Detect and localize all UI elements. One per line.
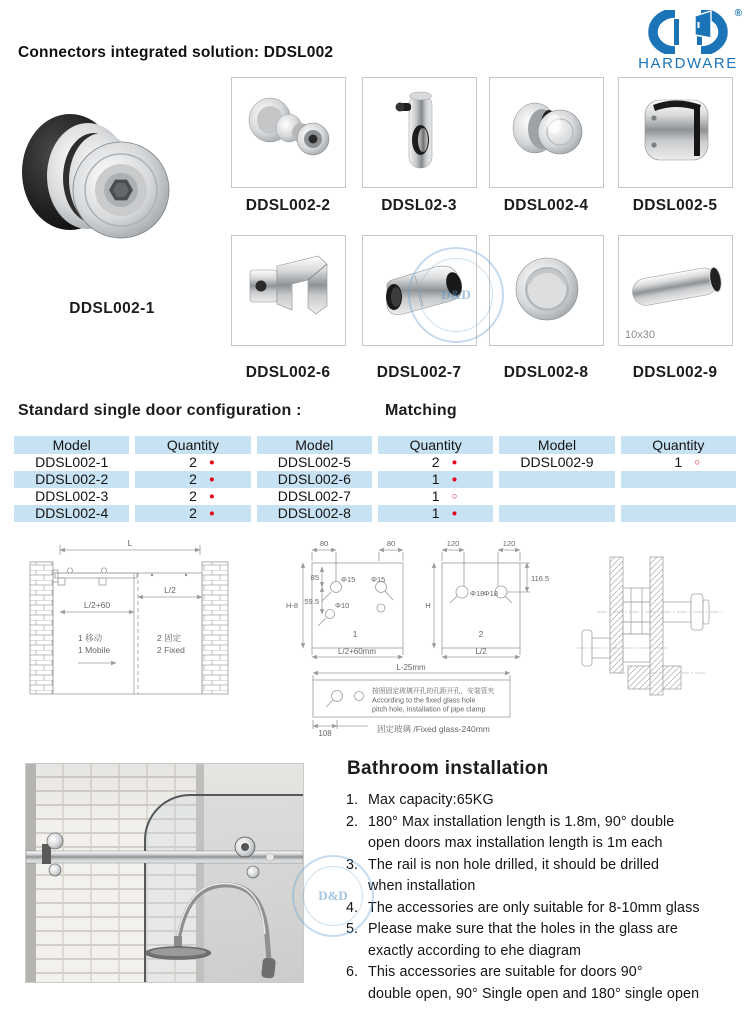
quantity-value: 2 — [431, 454, 440, 470]
table-cell-model — [499, 471, 614, 488]
col-header-quantity-1: Quantity — [135, 436, 250, 454]
svg-text:2 固定: 2 固定 — [157, 633, 182, 643]
svg-text:80: 80 — [386, 539, 396, 548]
svg-text:L/2: L/2 — [164, 585, 176, 595]
product-2-label: DDSL002-2 — [245, 197, 331, 214]
svg-text:120: 120 — [502, 539, 516, 548]
technical-diagrams — [0, 530, 750, 745]
quantity-dot: ● — [451, 474, 458, 485]
brand-logo-icon — [645, 10, 731, 54]
col-header-model-2: Model — [257, 436, 372, 454]
svg-text:According to the fixed glass h: According to the fixed glass hole — [372, 695, 476, 705]
product-1-image — [18, 92, 183, 267]
quantity-dot: ● — [208, 491, 215, 502]
table-cell-model: DDSL002-7 — [277, 488, 351, 504]
table-cell-quantity — [621, 471, 736, 488]
svg-text:1 移动: 1 移动 — [78, 633, 103, 643]
svg-text:2: 2 — [478, 629, 484, 639]
list-item — [346, 919, 748, 962]
installation-diagram — [30, 545, 228, 694]
brand-name: HARDWARE — [638, 55, 738, 72]
list-item-line: when installation — [368, 878, 476, 894]
svg-text:L: L — [127, 538, 133, 548]
quantity-value: 2 — [189, 454, 197, 470]
matching-section-title: Matching — [385, 402, 457, 419]
brand-logo — [632, 10, 744, 72]
list-item — [346, 855, 748, 898]
product-9-label: DDSL002-9 — [632, 364, 718, 381]
quantity-value: 1 — [431, 505, 440, 521]
quantity-value: 2 — [189, 488, 197, 504]
quantity-dot: ● — [451, 457, 458, 468]
table-cell-model — [499, 488, 614, 505]
table-cell-model — [499, 505, 614, 522]
quantity-value: 1 — [431, 488, 440, 504]
col-header-quantity-3: Quantity — [621, 436, 736, 454]
table-cell-quantity — [135, 505, 250, 522]
product-7-image — [363, 236, 476, 345]
quantity-value: 1 — [431, 471, 440, 487]
svg-text:59.5: 59.5 — [304, 597, 319, 606]
list-item — [346, 898, 748, 920]
svg-text:L/2+60: L/2+60 — [83, 600, 111, 610]
table-cell-quantity — [378, 454, 493, 471]
product-8-label: DDSL002-8 — [503, 364, 589, 381]
list-item-line: double open, 90° Single open and 180° single open — [368, 985, 700, 1002]
table-cell-model: DDSL002-3 — [35, 488, 109, 504]
list-item-number: 1. — [346, 792, 359, 808]
table-cell-quantity — [378, 471, 493, 488]
quantity-value: 2 — [189, 471, 197, 487]
svg-text:108: 108 — [318, 729, 332, 738]
svg-text:Φ15: Φ15 — [371, 575, 386, 584]
bathroom-photo — [25, 763, 304, 983]
list-item-line: exactly according to ehe diagram — [368, 942, 582, 959]
product-4-image — [490, 78, 603, 187]
product-2-image — [232, 78, 345, 187]
product-1-label: DDSL002-1 — [69, 300, 155, 317]
svg-text:按照固定玻璃开孔的孔距开孔，安装管夹: 按照固定玻璃开孔的孔距开孔，安装管夹 — [372, 688, 495, 695]
col-header-model-3: Model — [499, 436, 614, 454]
photo-rail-bar — [26, 851, 303, 863]
table-cell-quantity — [135, 471, 250, 488]
table-cell-quantity — [621, 454, 736, 471]
product-2-box — [231, 77, 346, 188]
brand-watermark-label: D&D — [419, 258, 493, 332]
table-cell-quantity — [621, 505, 736, 522]
table-cell-model: DDSL002-1 — [35, 454, 109, 470]
list-item-line: This accessories are suitable for doors 90° — [368, 964, 643, 980]
svg-text:pitch hole, installation of pi: pitch hole, installation of pipe clamp — [372, 704, 486, 714]
quantity-dot: ○ — [694, 457, 701, 468]
svg-text:Φ18: Φ18 — [483, 589, 498, 598]
bathroom-notes-list — [346, 790, 748, 1005]
list-item-line: The rail is non hole drilled, it should be drilled — [368, 856, 660, 873]
table-cell-model: DDSL002-2 — [14, 471, 129, 488]
quantity-dot: ● — [208, 508, 215, 519]
config-section-title: Standard single door configuration : — [18, 402, 302, 419]
table-cell-model: DDSL002-4 — [14, 505, 129, 522]
photo-hardware-overlay — [26, 764, 303, 982]
product-9-size-note: 10x30 — [625, 329, 655, 341]
list-item-line: The accessories are only suitable for 8-10mm glass — [368, 899, 700, 916]
col-header-quantity-2: Quantity — [378, 436, 493, 454]
list-item-number: 2. — [346, 813, 359, 830]
svg-text:L/2+60mm: L/2+60mm — [337, 647, 377, 656]
product-3-label: DDSL02-3 — [381, 197, 457, 214]
list-item-number: 5. — [346, 921, 359, 937]
col-header-model-1: Model — [14, 436, 129, 454]
product-9-box — [618, 235, 733, 346]
svg-text:2 Fixed: 2 Fixed — [157, 645, 185, 655]
registered-mark: ® — [734, 8, 742, 19]
product-5-label: DDSL002-5 — [632, 197, 718, 214]
photo-hand-shower — [261, 957, 276, 978]
list-item-line: open doors max installation length is 1m each — [368, 835, 663, 851]
svg-text:固定玻璃 /Fixed glass-240mm: 固定玻璃 /Fixed glass-240mm — [377, 724, 490, 734]
drill-panel-2 — [434, 550, 530, 657]
list-item-line: Max capacity:65KG — [368, 792, 494, 808]
svg-text:1: 1 — [352, 629, 358, 639]
product-7-label: DDSL002-7 — [376, 364, 462, 381]
list-item — [346, 790, 748, 812]
drill-panel-2-labels — [425, 539, 549, 656]
table-cell-quantity — [135, 488, 250, 505]
product-3-box — [362, 77, 477, 188]
product-8-box — [489, 235, 604, 346]
configuration-table — [14, 436, 736, 522]
table-cell-model: DDSL002-8 — [257, 505, 372, 522]
table-cell-model: DDSL002-5 — [277, 454, 351, 470]
svg-text:116.5: 116.5 — [531, 574, 550, 583]
svg-text:Φ10: Φ10 — [335, 601, 350, 610]
table-cell-quantity — [378, 488, 493, 505]
product-5-box — [618, 77, 733, 188]
product-6-image — [232, 236, 345, 345]
product-6-label: DDSL002-6 — [245, 364, 331, 381]
svg-text:Φ15: Φ15 — [341, 575, 356, 584]
rail-labels — [318, 663, 494, 738]
table-cell-quantity — [621, 488, 736, 505]
quantity-dot: ● — [208, 457, 215, 468]
product-5-image — [619, 78, 732, 187]
bathroom-section-title: Bathroom installation — [347, 758, 549, 779]
list-item — [346, 812, 748, 855]
product-8-image — [490, 236, 603, 345]
list-item-number: 3. — [346, 856, 359, 873]
featured-product-image — [18, 92, 183, 272]
svg-text:H-8: H-8 — [285, 601, 299, 610]
list-item — [346, 962, 748, 1005]
svg-text:L/2: L/2 — [475, 647, 487, 656]
product-3-image — [363, 78, 476, 187]
quantity-value: 2 — [189, 505, 197, 521]
svg-text:H: H — [425, 601, 431, 610]
svg-text:Φ18: Φ18 — [470, 589, 485, 598]
table-cell-model: DDSL002-9 — [520, 454, 594, 470]
quantity-dot: ● — [208, 474, 215, 485]
cross-section-diagram — [577, 557, 722, 695]
page-title: Connectors integrated solution: DDSL002 — [18, 44, 334, 61]
list-item-line: 180° Max installation length is 1.8m, 90° double — [368, 813, 675, 830]
product-4-box — [489, 77, 604, 188]
list-item-line: Please make sure that the holes in the glass are — [368, 921, 678, 937]
brand-watermark-label: D&D — [303, 866, 363, 926]
list-item-number: 4. — [346, 899, 359, 916]
svg-text:80: 80 — [319, 539, 329, 548]
table-cell-quantity — [378, 505, 493, 522]
quantity-value: 1 — [674, 454, 683, 470]
product-6-box — [231, 235, 346, 346]
table-cell-quantity — [135, 454, 250, 471]
table-cell-model: DDSL002-6 — [257, 471, 372, 488]
quantity-dot: ● — [451, 508, 458, 519]
product-4-label: DDSL002-4 — [503, 197, 589, 214]
svg-text:85: 85 — [310, 573, 319, 582]
svg-text:120: 120 — [446, 539, 460, 548]
list-item-number: 6. — [346, 964, 359, 980]
svg-text:1 Mobile: 1 Mobile — [78, 645, 111, 655]
product-7-box — [362, 235, 477, 346]
installation-labels — [78, 538, 185, 655]
svg-text:L-25mm: L-25mm — [396, 663, 426, 672]
quantity-dot: ○ — [451, 491, 458, 502]
